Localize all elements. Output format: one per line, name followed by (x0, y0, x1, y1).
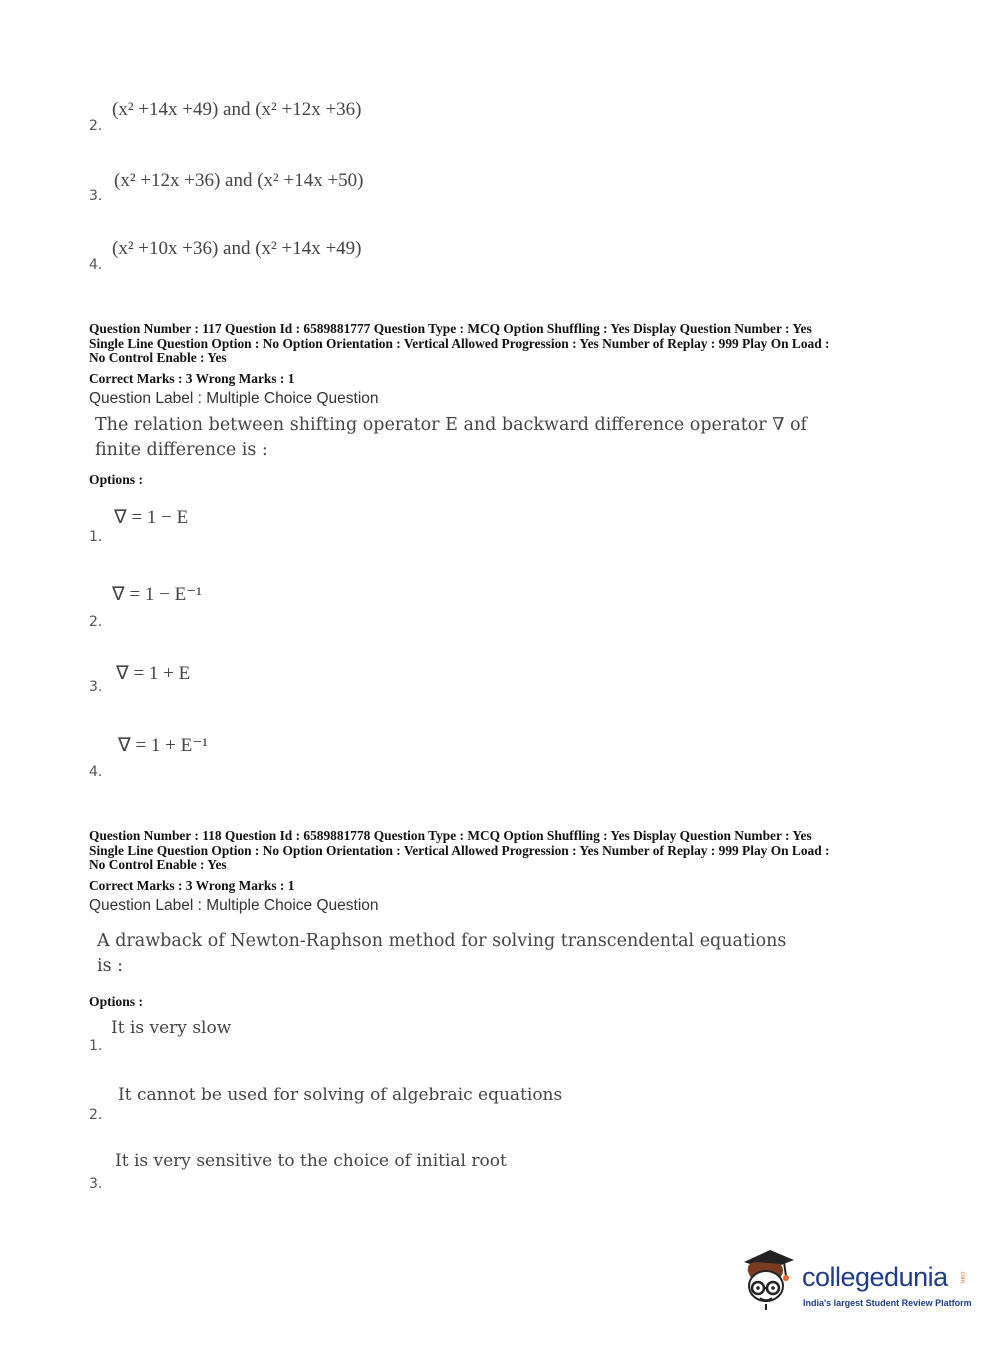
collegedunia-mascot-icon (740, 1248, 796, 1310)
question-117-options-heading: Options : (89, 472, 144, 487)
option-3-math: (x² +12x +36) and (x² +14x +50) (114, 170, 364, 191)
question-text-line: The relation between shifting operator E and backward difference operator ∇ of (95, 415, 807, 435)
question-118-options-heading: Options : (89, 994, 144, 1009)
q117-option-1-number: 1. (89, 529, 103, 545)
q118-option-2-number: 2. (89, 1107, 103, 1123)
q117-option-3-number: 3. (89, 679, 103, 695)
question-117-label: Question Label : Multiple Choice Question (89, 390, 379, 407)
q118-option-1-text: It is very slow (111, 1018, 232, 1038)
q117-option-2-math: ∇ = 1 − E⁻¹ (112, 584, 202, 605)
metadata-line: No Control Enable : Yes (89, 350, 227, 366)
q118-option-3-text: It is very sensitive to the choice of initial root (115, 1151, 507, 1171)
option-2-math: (x² +14x +49) and (x² +12x +36) (112, 99, 362, 120)
q117-option-3-math: ∇ = 1 + E (116, 663, 191, 684)
question-117-text (95, 413, 815, 463)
question-118-label: Question Label : Multiple Choice Question (89, 897, 379, 914)
collegedunia-com-suffix: .com (959, 1270, 965, 1284)
question-text-line: is : (97, 956, 124, 976)
q118-option-1-number: 1. (89, 1038, 103, 1054)
q117-option-4-number: 4. (89, 764, 103, 780)
collegedunia-wordmark: collegedunia (802, 1262, 948, 1292)
q118-option-2-text: It cannot be used for solving of algebraic equations (118, 1085, 563, 1105)
option-4-math: (x² +10x +36) and (x² +14x +49) (112, 238, 362, 259)
question-117-marks: Correct Marks : 3 Wrong Marks : 1 (89, 371, 295, 386)
metadata-line: Question Number : 118 Question Id : 6589881778 Question Type : MCQ Option Shuffling : Yes Display Question Number : Yes (89, 828, 812, 843)
q118-option-3-number: 3. (89, 1176, 103, 1192)
question-118-marks: Correct Marks : 3 Wrong Marks : 1 (89, 878, 295, 893)
metadata-line: Question Number : 117 Question Id : 6589881777 Question Type : MCQ Option Shuffling : Yes Display Question Number : Yes (89, 321, 812, 336)
option-3-number: 3. (89, 188, 103, 204)
question-117-metadata (89, 322, 919, 366)
option-4-number: 4. (89, 257, 103, 273)
metadata-line: No Control Enable : Yes (89, 857, 227, 873)
option-2-number: 2. (89, 118, 103, 134)
metadata-line: Single Line Question Option : No Option Orientation : Vertical Allowed Progression : Yes Number of Replay : 999 Play On Load : (89, 335, 830, 351)
q117-option-2-number: 2. (89, 614, 103, 630)
question-118-text (97, 929, 817, 979)
metadata-line: Single Line Question Option : No Option Orientation : Vertical Allowed Progression : Yes Number of Replay : 999 Play On Load : (89, 842, 830, 858)
question-text-line: A drawback of Newton-Raphson method for solving transcendental equations (97, 931, 787, 951)
collegedunia-tagline: India's largest Student Review Platform (803, 1298, 972, 1308)
question-text-line: finite difference is : (95, 440, 268, 460)
q117-option-1-math: ∇ = 1 − E (114, 507, 189, 528)
question-118-metadata (89, 829, 919, 873)
q117-option-4-math: ∇ = 1 + E⁻¹ (118, 735, 208, 756)
